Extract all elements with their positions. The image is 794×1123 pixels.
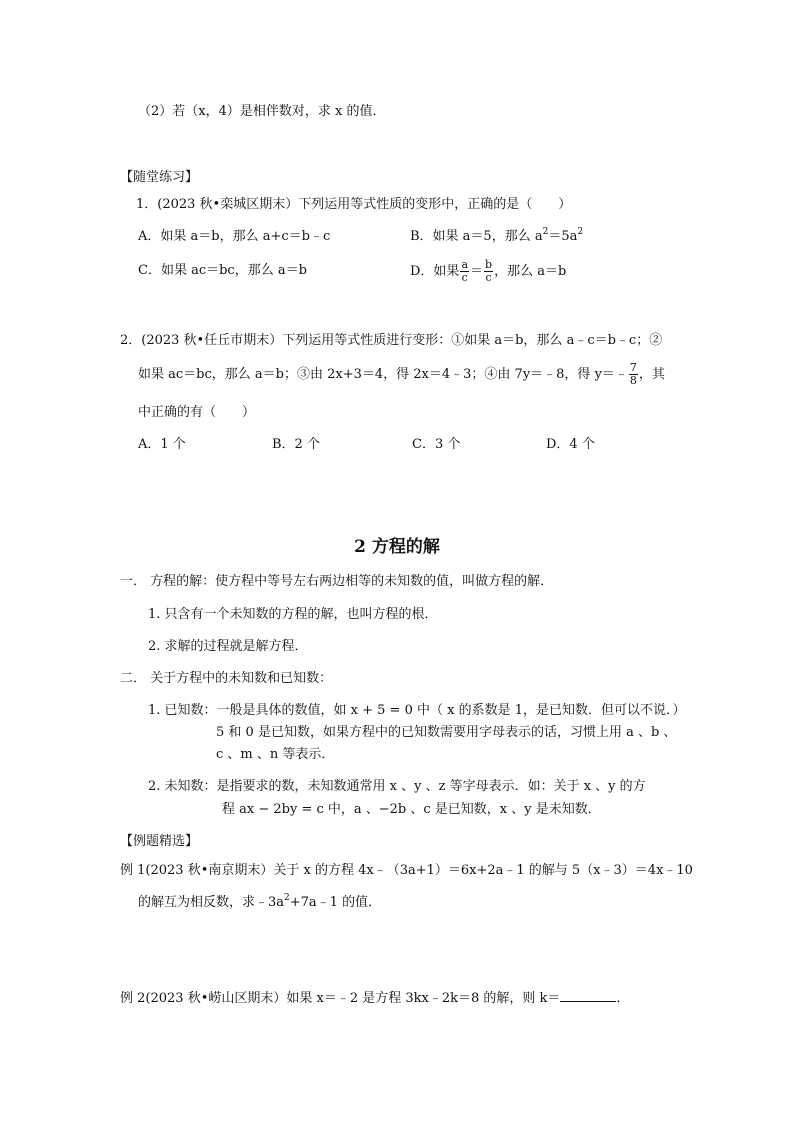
definition-root: 1. 只含有一个未知数的方程的解，也叫方程的根． [148,607,438,622]
fraction-b-over-c: $\frac{b}{c}$ [485,258,493,284]
fraction-7-over-8: $\frac{7}{8}$ [629,361,637,387]
question-2-option-a: A．1 个 [138,437,186,452]
unknown-line-1: 2. 未知数：是指要求的数，未知数通常用 x 、y 、z 等字母表示．如：关于 x 、y 的方 [148,779,646,794]
known-line-1: 1. 已知数：一般是具体的数值，如 x + 5 = 0 中（ x 的系数是 1，是已知数．但可以不说．） [148,703,686,718]
definition-solution: 一． 方程的解：使方程中等号左右两边相等的未知数的值，叫做方程的解． [120,574,554,589]
definition-solving: 2. 求解的过程就是解方程． [148,639,308,654]
question-2-line-2: 如果 ac＝bc，那么 a＝b；③由 2x+3＝4，得 2x＝4﹣3；④由 7y＝﹣8，得 y＝﹣ $\frac{7}{8}$ ，其 [138,361,665,387]
known-line-2: 5 和 0 是已知数，如果方程中的已知数需要用字母表示的话，习惯上用 a 、b 、 [216,725,677,740]
unknown-line-2: 程 ax − 2by = c 中，a 、−2b 、c 是已知数，x 、y 是未知数． [222,802,601,817]
question-2-line-3: 中正确的有（ ） [138,405,256,420]
question-1-option-d: D．如果 $\frac{a}{c}$ ＝ $\frac{b}{c}$ ，那么 a＝b [410,258,567,284]
question-2-option-b: B．2 个 [272,437,320,452]
question-2-option-d: D．4 个 [546,437,595,452]
question-2-line-1: 2．(2023 秋•任丘市期末）下列运用等式性质进行变形：①如果 a＝b，那么 a﹣c＝b﹣c；② [120,333,663,348]
example-2: 例 2(2023 秋•崂山区期末）如果 x＝﹣2 是方程 3kx﹣2k＝8 的解，则 k＝ ． [120,988,629,1008]
known-line-3: c 、m 、n 等表示． [216,747,335,762]
example-1-line-2: 的解互为相反数，求$﹣3a^2+7a﹣1$ 的值． [138,893,382,910]
example-1-line-1: 例 1(2023 秋•南京期末）关于 x 的方程 4x﹣（3a+1）＝6x+2a﹣1 的解与 5（x﹣3）＝4x﹣10 [120,863,693,878]
question-1-option-b: B．如果 a＝5，那么 $a^2=5a^2$ [410,227,584,244]
fraction-a-over-c: $\frac{a}{c}$ [461,258,468,284]
section-title: 2 方程的解 [354,537,440,557]
question-1-option-c: C．如果 ac＝bc，那么 a＝b [138,263,307,278]
problem-part-2: （2）若（x，4）是相伴数对，求 x 的值． [138,104,386,119]
question-1-stem: 1．(2023 秋•栾城区期末）下列运用等式性质的变形中，正确的是（ ） [136,197,572,212]
answer-blank[interactable] [560,988,616,1002]
question-2-option-c: C．3 个 [412,437,461,452]
practice-header: 【随堂练习】 [120,170,199,185]
examples-header: 【例题精选】 [120,834,199,849]
definition-known-unknown: 二． 关于方程中的未知数和已知数： [120,671,333,686]
question-1-option-a: A．如果 a＝b，那么 a+c＝b﹣c [138,229,331,244]
